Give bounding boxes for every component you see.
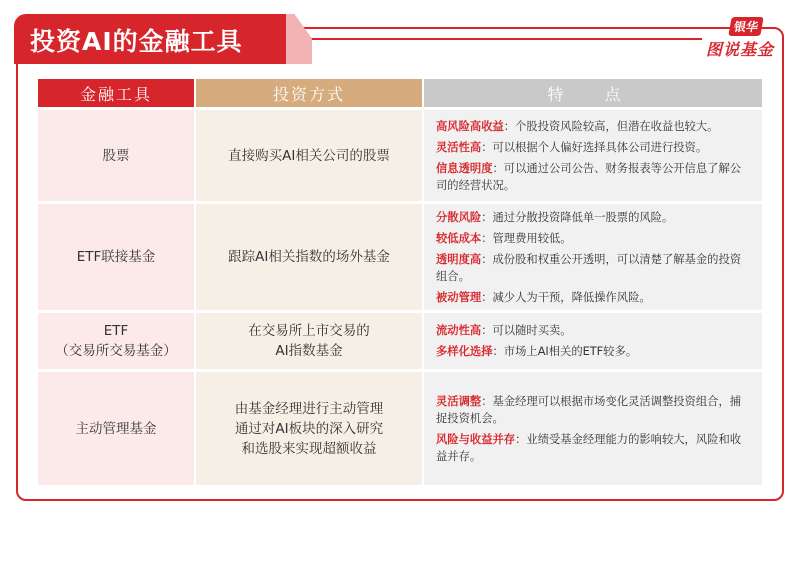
method-line: 通过对AI板块的深入研究 (234, 420, 384, 437)
feature-text: ：个股投资风险较高，但潜在收益也较大。 (503, 119, 719, 133)
tool-cell (38, 313, 194, 369)
feature-label: 分散风险 (436, 210, 482, 224)
feature-item (436, 251, 752, 285)
method-line: 和选股来实现超额收益 (241, 440, 377, 457)
method-line: 在交易所上市交易的 (248, 323, 370, 339)
feature-item (436, 118, 718, 135)
feature-label: 灵活性高 (436, 140, 482, 154)
feature-text: ：市场上AI相关的ETF较多。 (492, 345, 638, 358)
brand-logo (700, 16, 792, 58)
feature-label: 被动管理 (436, 290, 482, 304)
feature-item (436, 322, 572, 339)
method-line: 由基金经理进行主动管理 (234, 400, 384, 417)
header-divider (310, 38, 702, 40)
tool-cell: ETF联接基金 (38, 204, 194, 310)
features-cell (424, 372, 762, 485)
logo-bottom-text: 图说基金 (706, 40, 775, 59)
method-cell: 直接购买AI相关公司的股票 (196, 110, 422, 201)
method-cell: 跟踪AI相关指数的场外基金 (196, 204, 422, 310)
feature-text: ：可以通过公司公告、财务报表等公开信息了解公司的经营状况。 (436, 161, 742, 192)
feature-text: ：可以随时买卖。 (481, 324, 572, 337)
feature-text: ：可以根据个人偏好选择具体公司进行投资。 (481, 140, 708, 154)
table-row (38, 313, 762, 369)
method-cell (196, 372, 422, 485)
tool-line: （交易所交易基金） (55, 343, 177, 359)
method-cell (196, 313, 422, 369)
features-cell (424, 204, 762, 310)
feature-label: 流动性高 (436, 324, 482, 337)
feature-item (436, 289, 651, 306)
feature-label: 透明度高 (436, 252, 482, 266)
tool-cell: 股票 (38, 110, 194, 201)
feature-label: 灵活调整 (436, 394, 482, 408)
feature-text: ：管理费用较低。 (481, 231, 572, 245)
feature-item (436, 160, 752, 194)
tool-line: ETF (103, 323, 129, 339)
method-line: AI指数基金 (275, 343, 343, 359)
feature-label: 较低成本 (436, 231, 482, 245)
header-features: 特 点 (424, 79, 762, 107)
feature-item (436, 431, 752, 465)
feature-item (436, 209, 673, 226)
feature-item (436, 139, 707, 156)
feature-label: 风险与收益并存 (436, 432, 516, 446)
feature-item (436, 393, 752, 427)
feature-text: ：减少人为干预，降低操作风险。 (481, 290, 651, 304)
table-row (38, 110, 762, 201)
features-cell (424, 313, 762, 369)
table-header-row (38, 79, 762, 107)
feature-text: ：成份股和权重公开透明，可以清楚了解基金的投资组合。 (436, 252, 742, 283)
feature-text: ：业绩受基金经理能力的影响较大，风险和收益并存。 (436, 432, 742, 463)
comparison-table (38, 79, 762, 485)
tool-cell: 主动管理基金 (38, 372, 194, 485)
feature-item (436, 230, 572, 247)
feature-text: ：通过分散投资降低单一股票的风险。 (481, 210, 674, 224)
header-tool: 金融工具 (38, 79, 194, 107)
feature-label: 信息透明度 (436, 161, 493, 175)
logo-top-text: 银华 (728, 17, 763, 36)
header-method: 投资方式 (196, 79, 422, 107)
feature-item (436, 343, 637, 360)
table-row (38, 204, 762, 310)
table-row (38, 372, 762, 485)
features-cell (424, 110, 762, 201)
feature-label: 多样化选择 (436, 345, 493, 358)
page-title: 投资AI的金融工具 (30, 27, 243, 56)
feature-text: ：基金经理可以根据市场变化灵活调整投资组合，捕捉投资机会。 (436, 394, 742, 425)
feature-label: 高风险高收益 (436, 119, 504, 133)
